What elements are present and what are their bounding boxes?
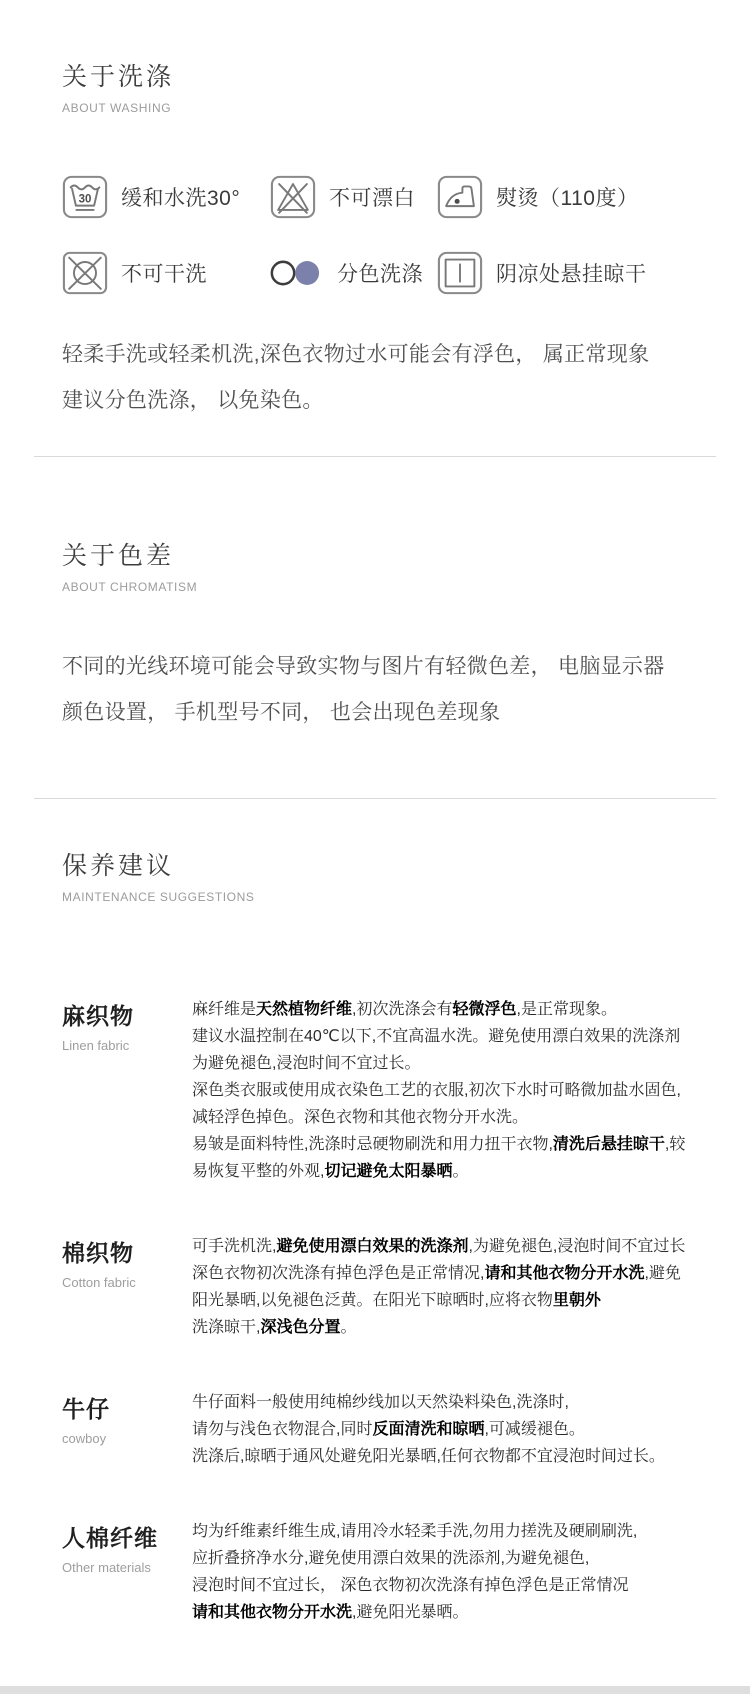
icon-cell-no-bleach xyxy=(270,174,437,220)
section-title: 关于色差 xyxy=(62,542,175,570)
note-line: 不同的光线环境可能会导致实物与图片有轻微色差， 电脑显示器 xyxy=(62,655,665,678)
section-title: 保养建议 xyxy=(62,852,175,880)
icon-label: 不可干洗 xyxy=(121,263,207,286)
icon-label: 分色洗涤 xyxy=(337,263,423,286)
icon-label: 阴凉处悬挂晾干 xyxy=(496,263,647,286)
bottom-strip xyxy=(0,1686,750,1694)
icon-cell-color-separation xyxy=(270,250,437,296)
svg-text:30: 30 xyxy=(78,193,92,206)
note-line: 建议分色洗涤， 以免染色。 xyxy=(62,389,324,412)
fabric-name-en: Cotton fabric xyxy=(62,1275,136,1290)
fabric-name-en: Other materials xyxy=(62,1560,151,1575)
fabric-name: 人棉纤维 xyxy=(62,1525,158,1551)
fabric-name: 棉织物 xyxy=(62,1240,134,1266)
section-subtitle: MAINTENANCE SUGGESTIONS xyxy=(62,890,255,904)
fabric-item-rayon xyxy=(62,1518,710,1626)
chromatism-note xyxy=(62,644,694,736)
section-about-washing xyxy=(0,0,750,457)
no-bleach-icon xyxy=(270,174,316,220)
fabric-label xyxy=(62,1518,192,1575)
hang-dry-shade-icon xyxy=(437,250,483,296)
fabric-name-en: Linen fabric xyxy=(62,1038,130,1053)
note-line: 轻柔手洗或轻柔机洗,深色衣物过水可能会有浮色， 属正常现象 xyxy=(62,343,650,366)
section-about-chromatism xyxy=(0,457,750,799)
fabric-care-text: 牛仔面料一般使用纯棉纱线加以天然染料染色,洗涤时, 请勿与浅色衣物混合,同时反面清洗和晾晒,可减缓褪色。 洗涤后,晾晒于通风处避免阳光暴晒,任何衣物都不宜浸泡时间过长。 xyxy=(192,1394,665,1465)
fabric-name: 牛仔 xyxy=(62,1396,110,1422)
section-title: 关于洗涤 xyxy=(62,63,175,91)
section-subtitle: ABOUT WASHING xyxy=(62,101,172,115)
note-line: 颜色设置， 手机型号不同， 也会出现色差现象 xyxy=(62,701,501,724)
fabric-item-linen xyxy=(62,996,710,1185)
fabric-label xyxy=(62,1233,192,1290)
section-subtitle: ABOUT CHROMATISM xyxy=(62,580,198,594)
fabric-name-en: cowboy xyxy=(62,1431,107,1446)
fabric-item-denim xyxy=(62,1389,710,1470)
fabric-care-text: 可手洗机洗,避免使用漂白效果的洗涤剂,为避免褪色,浸泡时间不宜过长 深色衣物初次洗涤有掉色浮色是正常情况,请和其他衣物分开水洗,避免 阳光暴晒,以免褪色泛黄。在阳光下晾晒时,应将衣物里朝外 洗涤晾干,深浅色分置。 xyxy=(192,1238,686,1336)
icon-label: 熨烫（110度） xyxy=(496,187,639,210)
icon-label: 不可漂白 xyxy=(329,187,415,210)
fabric-care-text: 麻纤维是天然植物纤维,初次洗涤会有轻微浮色,是正常现象。 建议水温控制在40℃以下,不宜高温水洗。避免使用漂白效果的洗涤剂 为避免褪色,浸泡时间不宜过长。 深色类衣服或使用成衣染色工艺的衣服,初次下水时可略微加盐水固色, 减轻浮色掉色。深色衣物和其他衣物分开水洗。 易皱是面料特性,洗涤时忌硬物刷洗和用力扭干衣物,清洗后悬挂晾干,较 易恢复平整的外观,切记避免太阳暴晒。 xyxy=(192,1001,686,1180)
icon-cell-hang-dry-shade xyxy=(437,250,694,296)
washing-note xyxy=(62,332,694,424)
fabric-label xyxy=(62,1389,192,1446)
washing-icons-grid xyxy=(62,174,694,296)
color-separation-icon xyxy=(270,257,324,289)
icon-label: 缓和水洗30° xyxy=(121,187,241,210)
fabric-item-cotton xyxy=(62,1233,710,1341)
wash-30-icon xyxy=(62,174,108,220)
fabric-name: 麻织物 xyxy=(62,1003,134,1029)
fabric-items xyxy=(62,996,710,1626)
no-dry-clean-icon xyxy=(62,250,108,296)
icon-cell-iron-110 xyxy=(437,174,694,220)
fabric-label xyxy=(62,996,192,1053)
fabric-care-text: 均为纤维素纤维生成,请用冷水轻柔手洗,勿用力搓洗及硬刷刷洗, 应折叠挤净水分,避免使用漂白效果的洗添剂,为避免褪色, 浸泡时间不宜过长， 深色衣物初次洗涤有掉色浮色是正常情况 请和其他衣物分开水洗,避免阳光暴晒。 xyxy=(192,1523,638,1621)
icon-cell-wash-30 xyxy=(62,174,270,220)
iron-110-icon xyxy=(437,174,483,220)
section-maintenance xyxy=(0,799,750,1680)
icon-cell-no-dry-clean xyxy=(62,250,270,296)
